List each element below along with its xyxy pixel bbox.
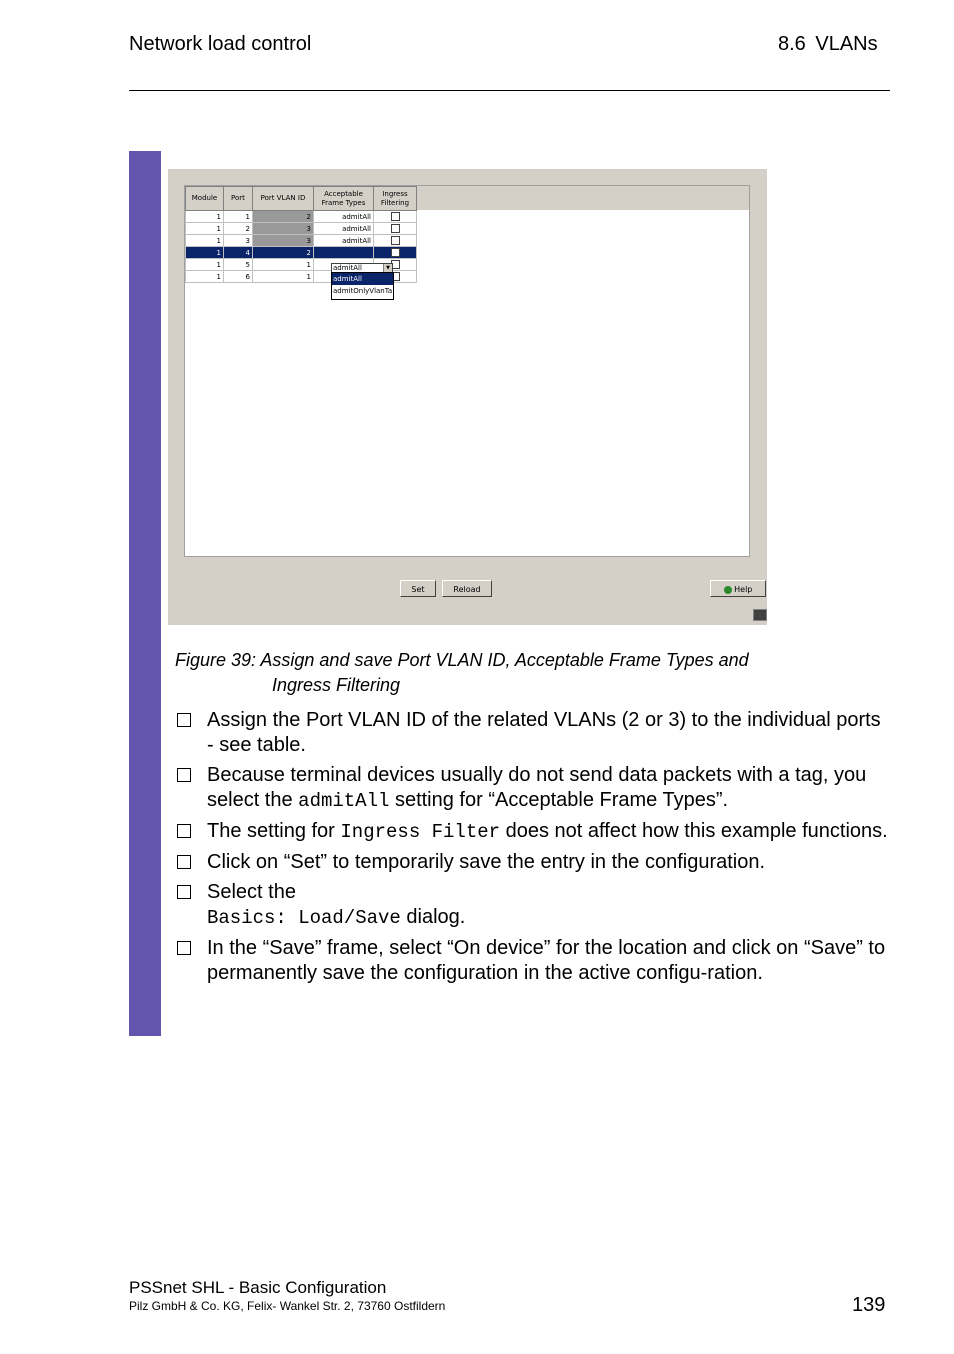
cell-frame-types[interactable]	[314, 247, 374, 259]
cell-pvid[interactable]: 1	[253, 271, 314, 283]
running-header-left: Network load control	[129, 33, 312, 55]
vlan-port-table-panel	[184, 185, 750, 557]
list-item	[177, 708, 892, 758]
cell-module: 1	[186, 223, 224, 235]
cell-module: 1	[186, 247, 224, 259]
ingress-checkbox[interactable]	[391, 212, 400, 221]
cell-port: 5	[224, 259, 253, 271]
dropdown-option[interactable]: admitOnlyVlanTa	[333, 287, 393, 295]
cell-ingress[interactable]	[374, 211, 417, 223]
code-basics-load-save: Basics: Load/Save	[207, 907, 401, 929]
page-number: 139	[852, 1294, 886, 1316]
checkbox-square-icon	[177, 885, 191, 899]
list-item-text: In the “Save” frame, select “On device” for the location and click on “Save” to permanently save the configuration in the active configu-ration.	[207, 937, 886, 984]
list-item-text: Assign the Port VLAN ID of the related VLANs (2 or 3) to the individual ports - see table.	[207, 709, 881, 756]
ingress-checkbox[interactable]	[391, 224, 400, 233]
cell-port: 3	[224, 235, 253, 247]
col-header-port[interactable]: Port	[224, 187, 253, 211]
footer-title: PSSnet SHL - Basic Configuration	[129, 1278, 387, 1297]
cell-pvid[interactable]: 3	[253, 223, 314, 235]
list-item-text: setting for “Acceptable Frame Types”.	[389, 789, 729, 811]
checkbox-square-icon	[177, 768, 191, 782]
col-header-pvid[interactable]: Port VLAN ID	[253, 187, 314, 211]
reload-button[interactable]: Reload	[442, 580, 492, 597]
checkbox-square-icon	[177, 824, 191, 838]
checkbox-square-icon	[177, 855, 191, 869]
cell-ingress[interactable]	[374, 235, 417, 247]
code-ingress-filter: Ingress Filter	[340, 821, 501, 843]
cell-frame-types[interactable]: admitAll	[314, 223, 374, 235]
dropdown-option[interactable]: admitAll	[332, 273, 393, 285]
cell-pvid[interactable]: 3	[253, 235, 314, 247]
cell-ingress[interactable]	[374, 223, 417, 235]
chevron-down-icon[interactable]: ▼	[383, 264, 392, 273]
cell-port: 6	[224, 271, 253, 283]
cell-port: 1	[224, 211, 253, 223]
cell-module: 1	[186, 211, 224, 223]
cell-ingress[interactable]	[374, 247, 417, 259]
list-item	[177, 850, 892, 875]
figure-caption	[175, 648, 875, 698]
header-rule	[129, 90, 890, 91]
list-item-text: does not affect how this example functions.	[500, 820, 888, 842]
checkbox-square-icon	[177, 941, 191, 955]
list-item-text: Click on “Set” to temporarily save the entry in the configuration.	[207, 851, 766, 873]
figure-caption-text-2: Ingress Filtering	[272, 675, 401, 695]
ingress-checkbox[interactable]	[391, 248, 400, 257]
list-item	[177, 763, 892, 814]
col-header-module[interactable]: Module	[186, 187, 224, 211]
cell-pvid[interactable]: 2	[253, 247, 314, 259]
cell-pvid[interactable]: 2	[253, 211, 314, 223]
list-item	[177, 936, 892, 986]
col-header-frame-types[interactable]: Acceptable Frame Types	[314, 187, 374, 211]
checkbox-square-icon	[177, 713, 191, 727]
list-item-text: Select the	[207, 881, 296, 903]
figure-label: Figure 39:	[175, 650, 257, 670]
cell-module: 1	[186, 259, 224, 271]
list-item-text: Because terminal devices usually do not send data packets with a tag, you select the	[207, 764, 867, 811]
list-item-text: The setting for	[207, 820, 341, 842]
ingress-checkbox[interactable]	[391, 236, 400, 245]
table-row-selected[interactable]	[186, 247, 417, 259]
footer-address: Pilz GmbH & Co. KG, Felix- Wankel Str. 2, 73760 Ostfildern	[129, 1299, 446, 1313]
cell-port: 2	[224, 223, 253, 235]
cell-module: 1	[186, 271, 224, 283]
figure-caption-text: Assign and save Port VLAN ID, Acceptable Frame Types and	[260, 650, 749, 670]
cell-pvid[interactable]: 1	[253, 259, 314, 271]
help-button[interactable]	[710, 580, 766, 597]
combo-value: admitAll	[333, 264, 362, 272]
list-item	[177, 880, 892, 931]
list-item-text: dialog.	[400, 906, 466, 928]
list-item	[177, 819, 892, 845]
cell-module: 1	[186, 235, 224, 247]
section-title: VLANs	[815, 33, 878, 55]
table-row[interactable]	[186, 223, 417, 235]
vlan-port-screenshot	[168, 169, 767, 625]
instruction-list	[177, 708, 892, 991]
table-row[interactable]	[186, 235, 417, 247]
code-admitall: admitAll	[298, 790, 390, 812]
section-number: 8.6	[778, 33, 806, 55]
frame-types-dropdown[interactable]	[331, 272, 394, 300]
help-button-label: Help	[734, 585, 753, 594]
cell-port: 4	[224, 247, 253, 259]
col-header-ingress[interactable]: Ingress Filtering	[374, 187, 417, 211]
help-icon	[724, 586, 732, 594]
cell-frame-types[interactable]: admitAll	[314, 235, 374, 247]
side-bar	[129, 151, 161, 1036]
connection-status-icon	[753, 609, 767, 621]
running-header-right	[778, 33, 878, 56]
table-row[interactable]	[186, 211, 417, 223]
cell-frame-types[interactable]: admitAll	[314, 211, 374, 223]
set-button[interactable]: Set	[400, 580, 436, 597]
